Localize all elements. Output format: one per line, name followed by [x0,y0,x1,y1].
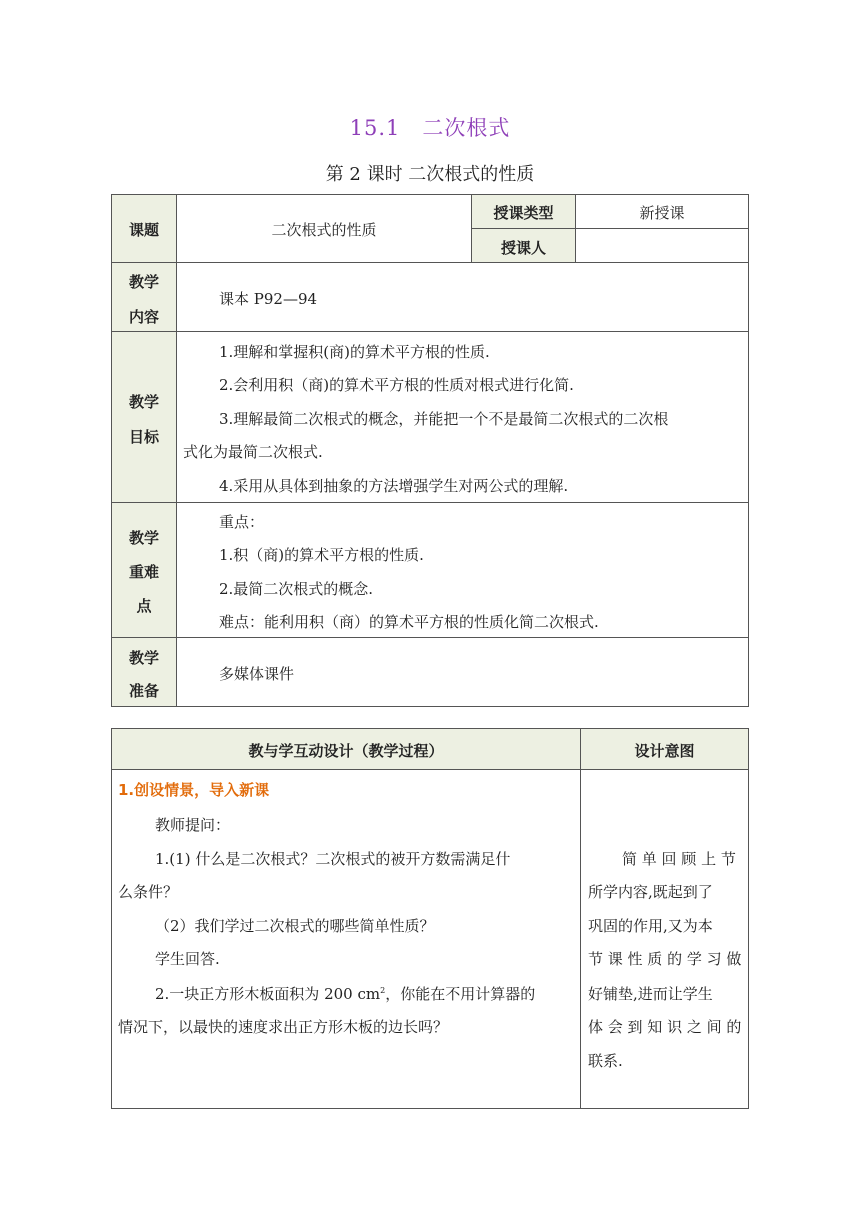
intent-line: 所学内容,既起到了 [588,883,713,901]
goal-line: 式化为最简二次根式. [183,443,323,461]
intent-header: 设计意图 [634,742,695,760]
content-value: 课本 P92—94 [219,290,318,308]
area-text-rest: ，你能在不用计算器的 [385,985,536,1003]
page-title: 15.1 二次根式 [349,116,511,140]
process-line: 情况下，以最快的速度求出正方形木板的边长吗？ [118,1018,449,1036]
intent-line: 体 会 到 知 识 之 间 的 [588,1018,742,1036]
teacher-label: 授课人 [500,239,546,257]
process-line: （2）我们学过二次根式的哪些简单性质？ [155,917,435,935]
process-line: 1.(1) 什么是二次根式？二次根式的被开方数需满足什 [155,850,511,868]
intent-line: 巩固的作用,又为本 [588,917,713,935]
type-label: 授课类型 [493,204,554,222]
key-line: 2.最简二次根式的概念. [219,580,374,598]
goal-line: 4.采用从具体到抽象的方法增强学生对两公式的理解. [219,477,569,495]
process-header: 教与学互动设计（教学过程） [248,742,444,760]
topic-value: 二次根式的性质 [271,221,377,239]
key-line: 难点：能利用积（商）的算术平方根的性质化简二次根式. [219,613,599,631]
process-line-area [155,983,535,1004]
goals-label-1: 教学 [128,393,159,411]
section-heading: 1.创设情景，导入新课 [118,781,270,799]
content-label-2: 内容 [128,308,159,326]
key-label-3: 点 [136,597,152,615]
goal-line: 1.理解和掌握积(商)的算术平方根的性质. [219,343,490,361]
area-superscript: 2 [380,986,386,995]
prep-value: 多媒体课件 [219,665,295,683]
intent-line: 联系. [588,1052,623,1070]
key-label-1: 教学 [128,529,159,547]
intent-line: 简 单 回 顾 上 节 [622,850,736,868]
key-line: 1.积（商)的算术平方根的性质. [219,546,424,564]
lesson-subtitle: 第 2 课时 二次根式的性质 [325,164,535,185]
intent-line: 好铺垫,进而让学生 [588,985,713,1003]
process-line: 教师提问： [155,816,231,834]
intent-line: 节 课 性 质 的 学 习 做 [588,950,742,968]
prep-label-1: 教学 [128,649,159,667]
goals-label-2: 目标 [128,428,159,446]
prep-label-2: 准备 [128,682,159,700]
process-line: 学生回答. [155,950,220,968]
process-line: 么条件？ [118,883,179,901]
goal-line: 3.理解最简二次根式的概念，并能把一个不是最简二次根式的二次根 [219,410,669,428]
key-label-2: 重难 [128,563,159,581]
content-label-1: 教学 [128,273,159,291]
key-line: 重点： [219,513,265,531]
topic-label: 课题 [128,221,159,239]
type-value: 新授课 [639,204,685,222]
goal-line: 2.会利用积（商)的算术平方根的性质对根式进行化简. [219,376,574,394]
area-text: 2.一块正方形木板面积为 200 cm [155,985,381,1003]
